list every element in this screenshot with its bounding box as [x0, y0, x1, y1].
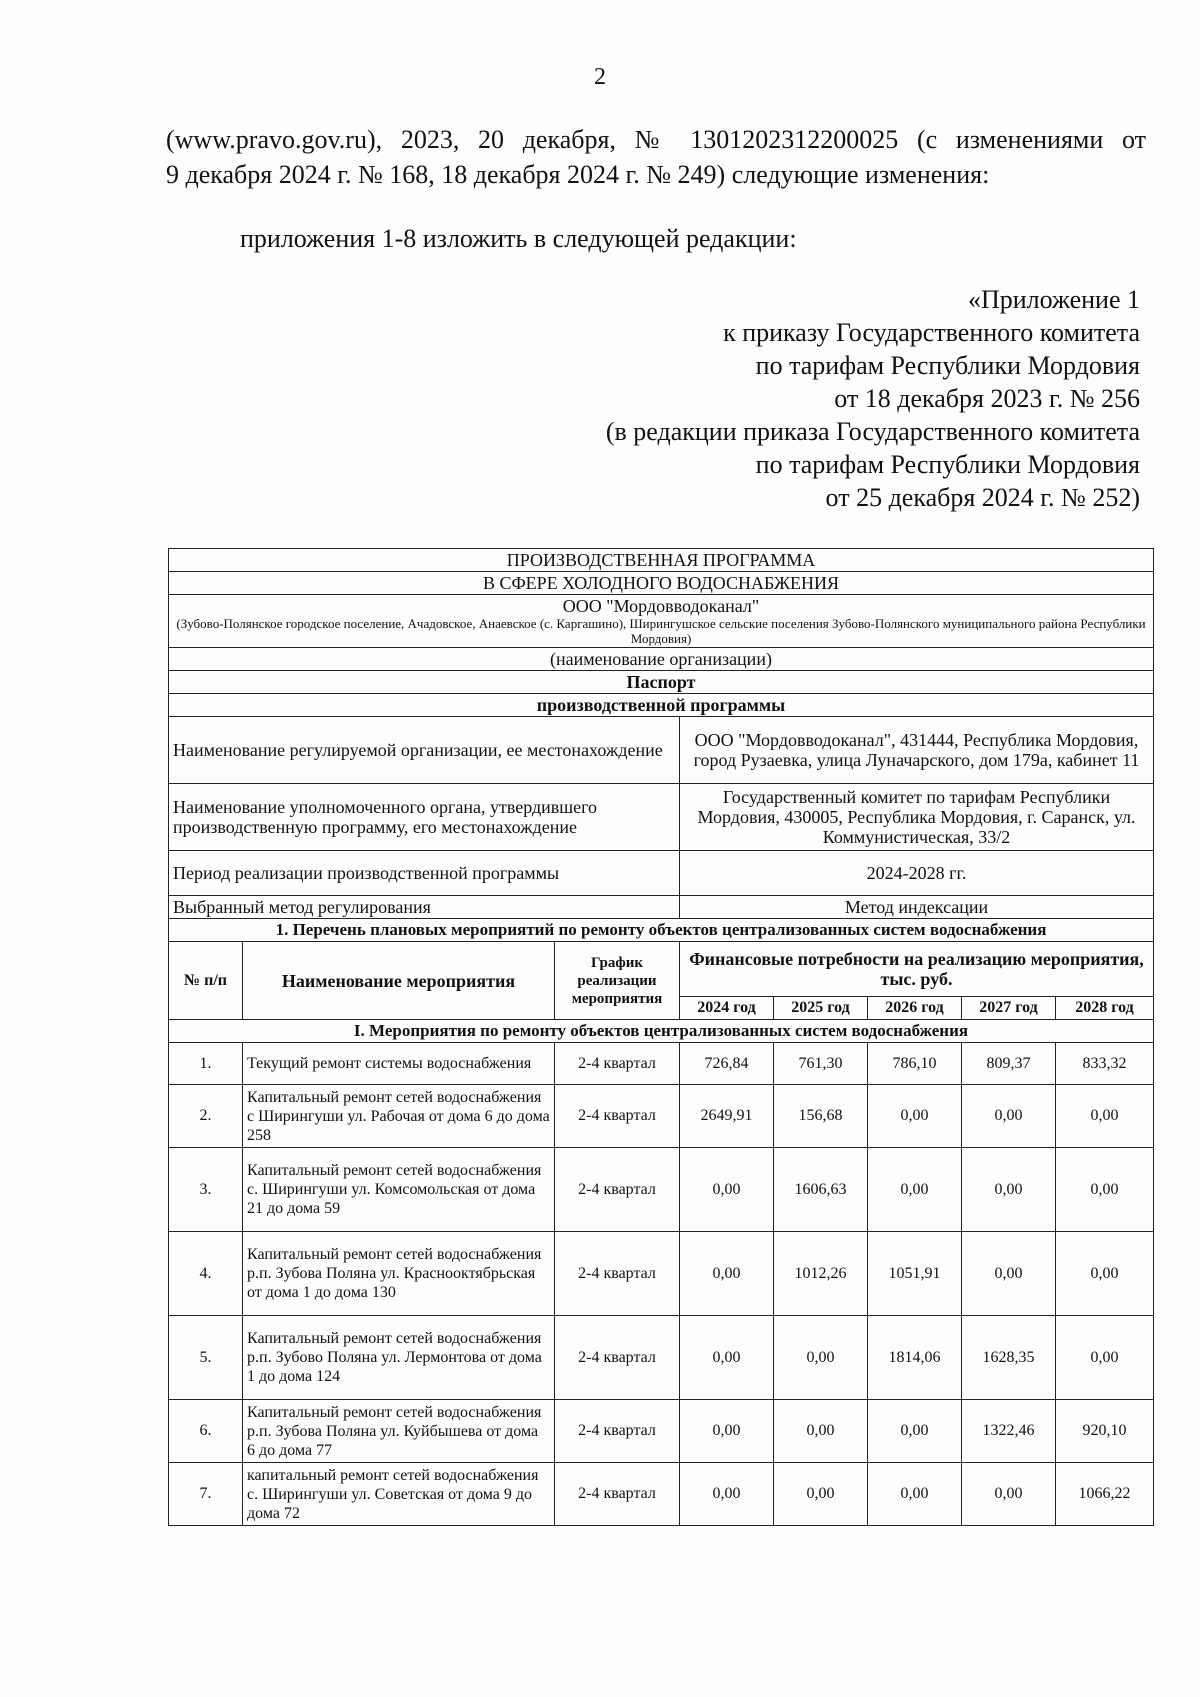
passport-value: ООО "Мордовводоканал", 431444, Республика Мордовия, город Рузаевка, улица Луначарского, дом 179а, кабинет 11 — [680, 717, 1154, 784]
org-cell — [169, 595, 1154, 648]
row-value: 0,00 — [774, 1316, 868, 1400]
row-value: 0,00 — [962, 1148, 1056, 1232]
row-name: Капитальный ремонт сетей водоснабжения р.п. Зубова Поляна ул. Куйбышева от дома 6 до дома 77 — [243, 1400, 555, 1463]
amendment-text: приложения 1-8 изложить в следующей редакции: — [240, 224, 797, 253]
row-value: 2649,91 — [680, 1085, 774, 1148]
appendix-heading — [606, 283, 1140, 514]
row-value: 156,68 — [774, 1085, 868, 1148]
passport-value: 2024-2028 гг. — [680, 851, 1154, 896]
row-schedule: 2-4 квартал — [555, 1316, 680, 1400]
row-value: 920,10 — [1056, 1400, 1154, 1463]
row-value: 786,10 — [868, 1043, 962, 1085]
section-1-title: 1. Перечень плановых мероприятий по ремонту объектов централизованных систем водоснабжения — [169, 919, 1154, 942]
production-program-table — [168, 548, 1154, 1526]
row-value: 1322,46 — [962, 1400, 1056, 1463]
table-title-row — [169, 572, 1154, 595]
row-value: 0,00 — [868, 1085, 962, 1148]
row-value: 0,00 — [1056, 1085, 1154, 1148]
passport-value: Государственный комитет по тарифам Республики Мордовия, 430005, Республика Мордовия, г. Саранск, ул. Коммунистическая, 33/2 — [680, 784, 1154, 851]
row-value: 0,00 — [680, 1400, 774, 1463]
row-name: капитальный ремонт сетей водоснабжения с. Ширингуши ул. Советская от дома 9 до дома 72 — [243, 1463, 555, 1526]
row-schedule: 2-4 квартал — [555, 1085, 680, 1148]
header-finance: Финансовые потребности на реализацию мероприятия, тыс. руб. — [680, 942, 1154, 997]
passport-label: Наименование регулируемой организации, ее местонахождение — [169, 717, 680, 784]
subsection-title-row — [169, 1020, 1154, 1043]
header-year: 2026 год — [868, 997, 962, 1020]
row-value: 0,00 — [868, 1400, 962, 1463]
row-value: 0,00 — [962, 1463, 1056, 1526]
row-value: 0,00 — [868, 1463, 962, 1526]
row-value: 0,00 — [680, 1148, 774, 1232]
row-value: 761,30 — [774, 1043, 868, 1085]
passport-row — [169, 851, 1154, 896]
passport-value: Метод индексации — [680, 896, 1154, 919]
table-row — [169, 1043, 1154, 1085]
table-row — [169, 1463, 1154, 1526]
row-value: 0,00 — [1056, 1232, 1154, 1316]
row-value: 1606,63 — [774, 1148, 868, 1232]
row-value: 0,00 — [680, 1232, 774, 1316]
row-name: Капитальный ремонт сетей водоснабжения р.п. Зубова Поляна ул. Краснооктябрьская от дома 1 до дома 130 — [243, 1232, 555, 1316]
passport-row — [169, 896, 1154, 919]
row-name: Текущий ремонт системы водоснабжения — [243, 1043, 555, 1085]
appendix-line: от 18 декабря 2023 г. № 256 — [834, 384, 1140, 413]
row-value: 1814,06 — [868, 1316, 962, 1400]
row-number: 2. — [169, 1085, 243, 1148]
row-value: 0,00 — [962, 1232, 1056, 1316]
header-year: 2028 год — [1056, 997, 1154, 1020]
org-caption: (наименование организации) — [169, 648, 1154, 671]
passport-row — [169, 717, 1154, 784]
appendix-line: от 25 декабря 2024 г. № 252) — [825, 483, 1140, 512]
row-name: Капитальный ремонт сетей водоснабжения с Ширингуши ул. Рабочая от дома 6 до дома 258 — [243, 1085, 555, 1148]
row-number: 3. — [169, 1148, 243, 1232]
appendix-line: «Приложение 1 — [967, 285, 1140, 314]
row-number: 7. — [169, 1463, 243, 1526]
passport-label: Выбранный метод регулирования — [169, 896, 680, 919]
appendix-line: по тарифам Республики Мордовия — [755, 450, 1140, 479]
table-row — [169, 1148, 1154, 1232]
row-number: 5. — [169, 1316, 243, 1400]
org-row — [169, 595, 1154, 648]
row-value: 0,00 — [774, 1400, 868, 1463]
header-year: 2024 год — [680, 997, 774, 1020]
row-value: 0,00 — [868, 1148, 962, 1232]
row-value: 833,32 — [1056, 1043, 1154, 1085]
org-caption-row — [169, 648, 1154, 671]
row-number: 6. — [169, 1400, 243, 1463]
program-subtitle: В СФЕРЕ ХОЛОДНОГО ВОДОСНАБЖЕНИЯ — [169, 572, 1154, 595]
header-year: 2025 год — [774, 997, 868, 1020]
row-value: 0,00 — [680, 1463, 774, 1526]
intro-line-2: 9 декабря 2024 г. № 168, 18 декабря 2024 г. № 249) следующие изменения: — [166, 160, 990, 189]
table-title-row — [169, 549, 1154, 572]
row-name: Капитальный ремонт сетей водоснабжения р.п. Зубово Поляна ул. Лермонтова от дома 1 до дома 124 — [243, 1316, 555, 1400]
passport-row — [169, 784, 1154, 851]
table-row — [169, 1085, 1154, 1148]
page-number: 2 — [594, 64, 606, 90]
intro-paragraph — [166, 122, 1146, 192]
column-header-row — [169, 942, 1154, 997]
subsection-title: I. Мероприятия по ремонту объектов централизованных систем водоснабжения — [169, 1020, 1154, 1043]
row-value: 726,84 — [680, 1043, 774, 1085]
row-value: 0,00 — [680, 1316, 774, 1400]
program-title: ПРОИЗВОДСТВЕННАЯ ПРОГРАММА — [169, 549, 1154, 572]
header-year: 2027 год — [962, 997, 1056, 1020]
section-title-row — [169, 919, 1154, 942]
appendix-line: (в редакции приказа Государственного комитета — [605, 417, 1140, 446]
header-name: Наименование мероприятия — [243, 942, 555, 1020]
org-scope: (Зубово-Полянское городское поселение, Ачадовское, Анаевское (с. Каргашино), Ширингушское сельские поселения Зубово-Полянского муниципального района Республики Мордовия) — [176, 616, 1146, 646]
appendix-line: к приказу Государственного комитета — [723, 318, 1140, 347]
row-value: 1012,26 — [774, 1232, 868, 1316]
table-row — [169, 1316, 1154, 1400]
row-value: 1066,22 — [1056, 1463, 1154, 1526]
row-value: 0,00 — [1056, 1148, 1154, 1232]
row-value: 0,00 — [962, 1085, 1056, 1148]
table-row — [169, 1400, 1154, 1463]
intro-line-1: (www.pravo.gov.ru), 2023, 20 декабря, № 1301202312200025 (с изменениями от — [166, 125, 1146, 154]
row-schedule: 2-4 квартал — [555, 1400, 680, 1463]
row-value: 0,00 — [774, 1463, 868, 1526]
row-schedule: 2-4 квартал — [555, 1148, 680, 1232]
org-name: ООО "Мордовводоканал" — [562, 596, 760, 616]
row-value: 0,00 — [1056, 1316, 1154, 1400]
passport-label: Период реализации производственной программы — [169, 851, 680, 896]
table-row — [169, 1232, 1154, 1316]
passport-subtitle: производственной программы — [169, 694, 1154, 717]
row-value: 809,37 — [962, 1043, 1056, 1085]
row-schedule: 2-4 квартал — [555, 1463, 680, 1526]
passport-title-row — [169, 671, 1154, 694]
row-number: 4. — [169, 1232, 243, 1316]
header-schedule: График реализации мероприятия — [555, 942, 680, 1020]
header-num: № п/п — [169, 942, 243, 1020]
appendix-line: по тарифам Республики Мордовия — [755, 351, 1140, 380]
passport-subtitle-row — [169, 694, 1154, 717]
row-schedule: 2-4 квартал — [555, 1232, 680, 1316]
row-name: Капитальный ремонт сетей водоснабжения с. Ширингуши ул. Комсомольская от дома 21 до дома 59 — [243, 1148, 555, 1232]
row-value: 1628,35 — [962, 1316, 1056, 1400]
row-schedule: 2-4 квартал — [555, 1043, 680, 1085]
row-value: 1051,91 — [868, 1232, 962, 1316]
passport-label: Наименование уполномоченного органа, утвердившего производственную программу, его местонахождение — [169, 784, 680, 851]
row-number: 1. — [169, 1043, 243, 1085]
passport-title: Паспорт — [169, 671, 1154, 694]
